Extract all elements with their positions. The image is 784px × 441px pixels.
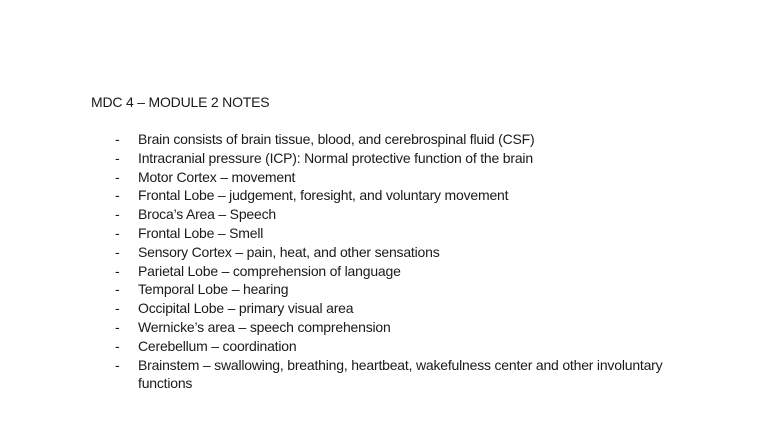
list-item-text: Frontal Lobe – judgement, foresight, and voluntary movement — [138, 187, 509, 204]
list-item — [112, 243, 712, 262]
bullet-dash: - — [115, 168, 120, 185]
bullet-dash: - — [115, 356, 120, 373]
bullet-dash: - — [115, 131, 120, 147]
list-item — [112, 262, 712, 281]
bullet-dash: - — [115, 337, 120, 354]
bullet-dash: - — [115, 149, 120, 166]
list-item-text: Brain consists of brain tissue, blood, and cerebrospinal fluid (CSF) — [138, 131, 535, 147]
list-item-text: Occipital Lobe – primary visual area — [138, 300, 354, 317]
list-item — [112, 205, 712, 224]
list-item — [112, 299, 712, 318]
list-item — [112, 337, 712, 356]
list-item — [112, 186, 712, 205]
bullet-dash: - — [115, 262, 120, 279]
list-item-text: Cerebellum – coordination — [138, 337, 297, 354]
list-item-text: Parietal Lobe – comprehension of language — [138, 262, 401, 279]
list-item — [112, 318, 712, 337]
list-item-text: Sensory Cortex – pain, heat, and other sensations — [138, 243, 440, 260]
notes-list — [112, 130, 712, 393]
bullet-dash: - — [115, 281, 120, 298]
list-item — [112, 149, 712, 168]
list-item-text: Motor Cortex – movement — [138, 168, 296, 185]
list-item — [112, 280, 712, 299]
list-item — [112, 224, 712, 243]
list-item — [112, 130, 712, 149]
bullet-dash: - — [115, 224, 120, 241]
list-item — [112, 356, 712, 394]
bullet-dash: - — [115, 318, 120, 335]
list-item-text: Wernicke’s area – speech comprehension — [138, 318, 391, 335]
list-item — [112, 168, 712, 187]
list-item-text: Frontal Lobe – Smell — [138, 224, 264, 241]
bullet-dash: - — [115, 187, 120, 204]
list-item-text: Intracranial pressure (ICP): Normal protective function of the brain — [138, 149, 533, 166]
bullet-dash: - — [115, 206, 120, 223]
bullet-dash: - — [115, 243, 120, 260]
list-item-text: Temporal Lobe – hearing — [138, 281, 289, 298]
document-title: MDC 4 – MODULE 2 NOTES — [91, 94, 270, 110]
list-item-text: Broca’s Area – Speech — [138, 206, 276, 223]
bullet-dash: - — [115, 300, 120, 317]
list-item-text: Brainstem – swallowing, breathing, heartbeat, wakefulness center and other involuntary functions — [138, 356, 663, 392]
